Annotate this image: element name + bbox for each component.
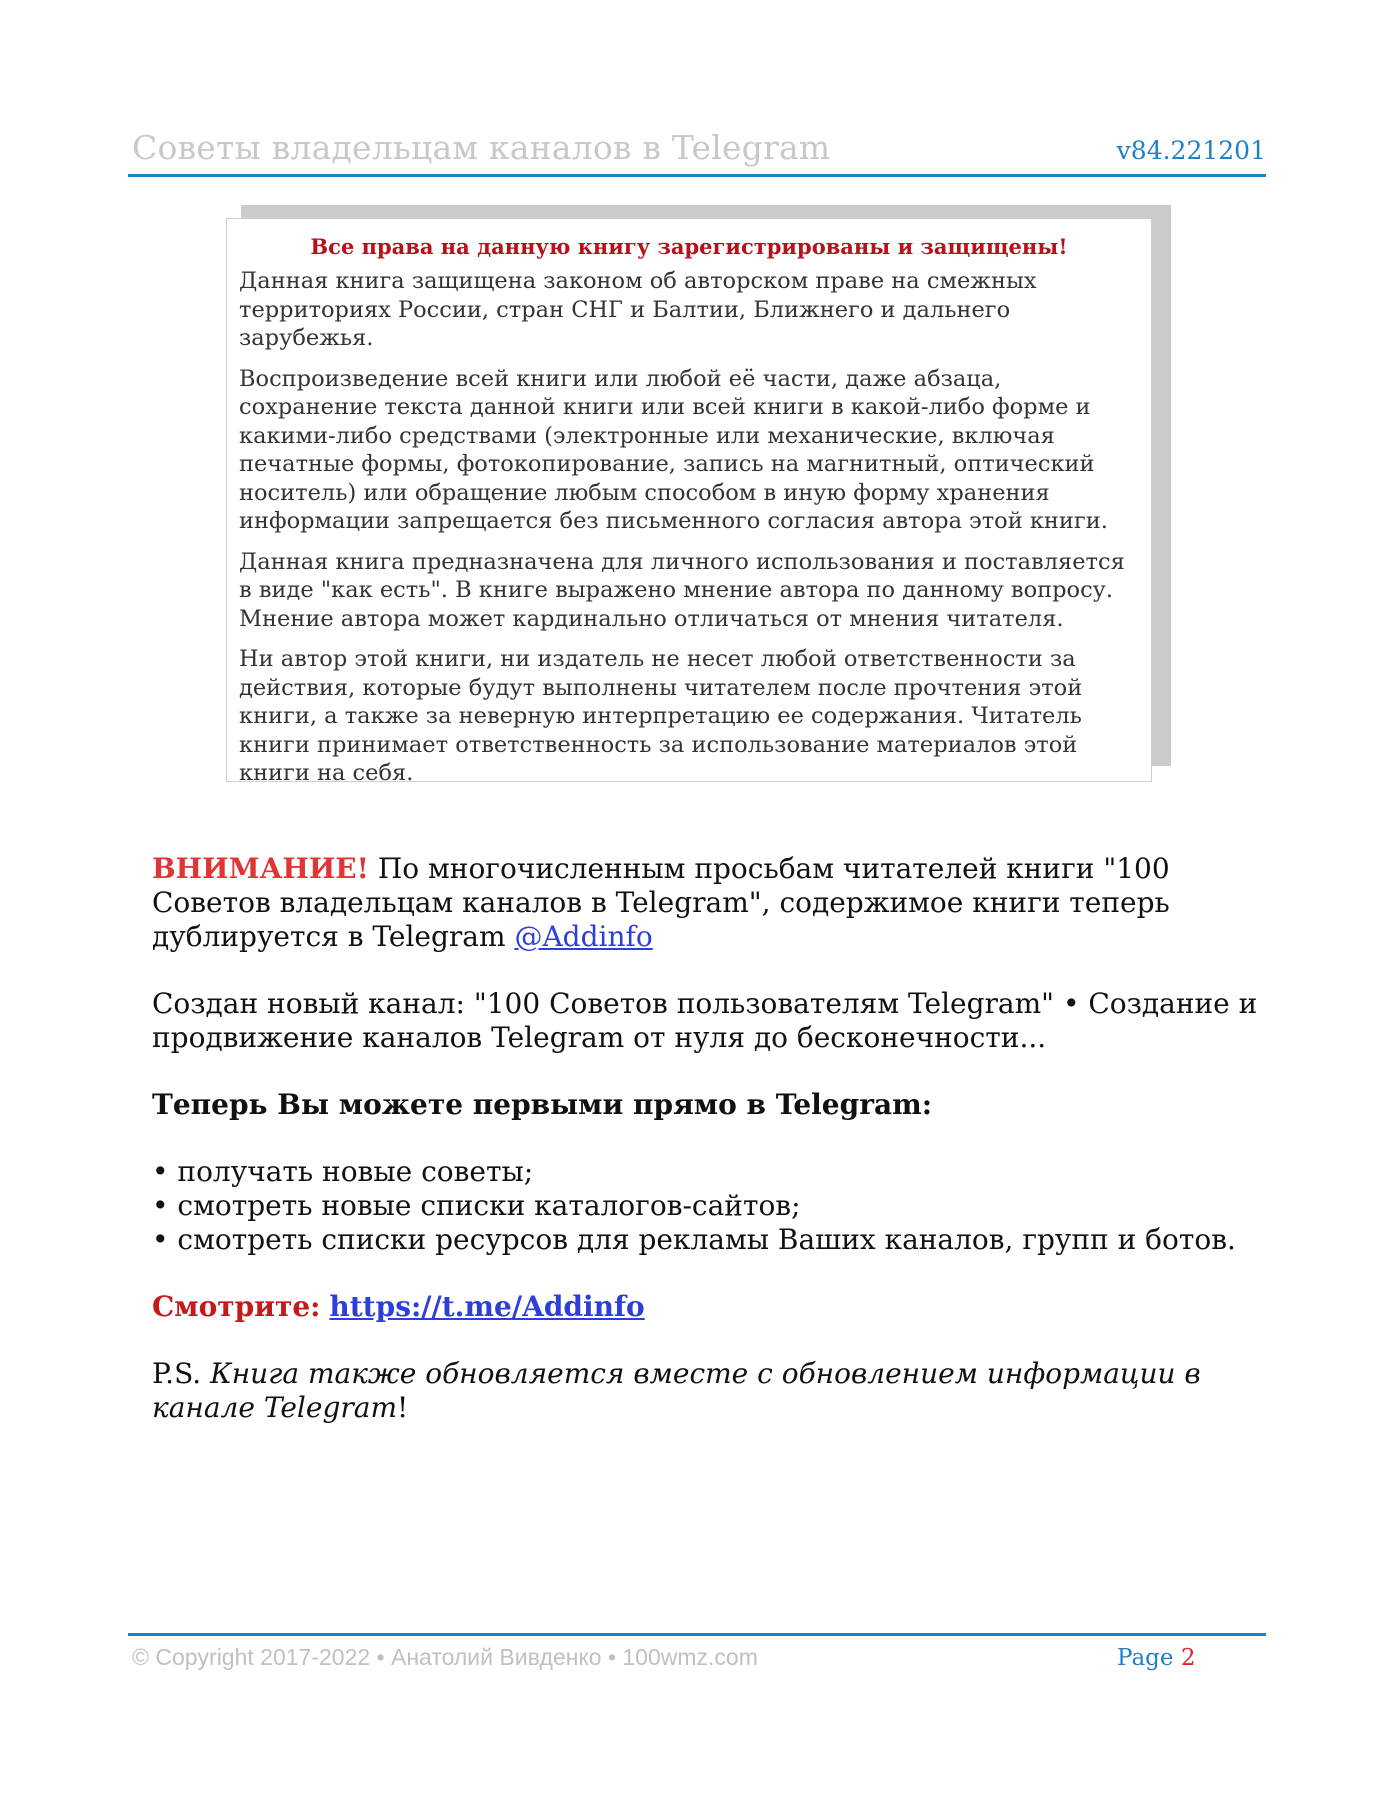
page-label: Page bbox=[1117, 1645, 1174, 1671]
notice-title: Все права на данную книгу зарегистрированы и защищены! bbox=[310, 234, 1068, 259]
ps-text: Книга также обновляется вместе с обновлением информации в канале Telegram bbox=[152, 1357, 1201, 1424]
see-paragraph bbox=[152, 1290, 1262, 1324]
bullet-item: • смотреть списки ресурсов для рекламы Ваших каналов, групп и ботов. bbox=[152, 1223, 1236, 1256]
page-header bbox=[128, 128, 1266, 177]
notice-paragraph: Ни автор этой книги, ни издатель не несет любой ответственности за действия, которые будут выполнены читателем после прочтения этой книги, а также за неверную интерпретацию ее содержания. Читатель книги принимает ответственность за использование материалов этой книги на себя. bbox=[239, 646, 1083, 786]
header-version: v84.221201 bbox=[1116, 136, 1266, 165]
page-number: 2 bbox=[1180, 1645, 1196, 1671]
bullet-item: • получать новые советы; bbox=[152, 1155, 534, 1188]
main-content bbox=[152, 852, 1262, 1425]
attention-label: ВНИМАНИЕ! bbox=[152, 852, 369, 885]
footer-page-indicator bbox=[1117, 1645, 1195, 1671]
attention-paragraph bbox=[152, 852, 1262, 954]
ps-prefix: P.S. bbox=[152, 1357, 202, 1390]
ps-paragraph bbox=[152, 1357, 1262, 1425]
addinfo-link[interactable]: @Addinfo bbox=[514, 920, 653, 953]
notice-paragraph: Воспроизведение всей книги или любой её части, даже абзаца, сохранение текста данной книги или всей книги в какой-либо форме и какими-либо средствами (электронные или механические, включая печатные формы, фотокопирование, запись на магнитный, оптический носитель) или обращение любым способом в иную форму хранения информации запрещается без письменного согласия автора этой книги. bbox=[239, 365, 1108, 534]
bullet-item: • смотреть новые списки каталогов-сайтов; bbox=[152, 1189, 801, 1222]
attention-text: По многочисленным просьбам читателей книги "100 Советов владельцам каналов в Telegram", содержимое книги теперь дублируется в Telegram bbox=[152, 852, 1170, 953]
telegram-channel-link[interactable]: https://t.me/Addinfo bbox=[329, 1290, 645, 1323]
ps-suffix: ! bbox=[397, 1391, 409, 1424]
notice-paragraph: Данная книга предназначена для личного использования и поставляется в виде "как есть". В книге выражено мнение автора по данному вопросу. Мнение автора может кардинально отличаться от мнения читателя. bbox=[239, 548, 1125, 632]
section-heading: Теперь Вы можете первыми прямо в Telegram: bbox=[152, 1088, 933, 1121]
notice-paragraph: Данная книга защищена законом об авторском праве на смежных территориях России, стран СНГ и Балтии, Ближнего и дальнего зарубежья. bbox=[239, 268, 1037, 351]
footer-copyright: © Copyright 2017-2022 • Анатолий Вивденко • 100wmz.com bbox=[132, 1644, 758, 1670]
header-title: Советы владельцам каналов в Telegram bbox=[132, 128, 831, 167]
new-channel-paragraph: Создан новый канал: "100 Советов пользователям Telegram" • Создание и продвижение каналов Telegram от нуля до бесконечности... bbox=[152, 987, 1258, 1054]
copyright-notice-box bbox=[226, 218, 1152, 786]
footer-divider bbox=[128, 1633, 1266, 1636]
see-label: Смотрите: bbox=[152, 1290, 321, 1323]
